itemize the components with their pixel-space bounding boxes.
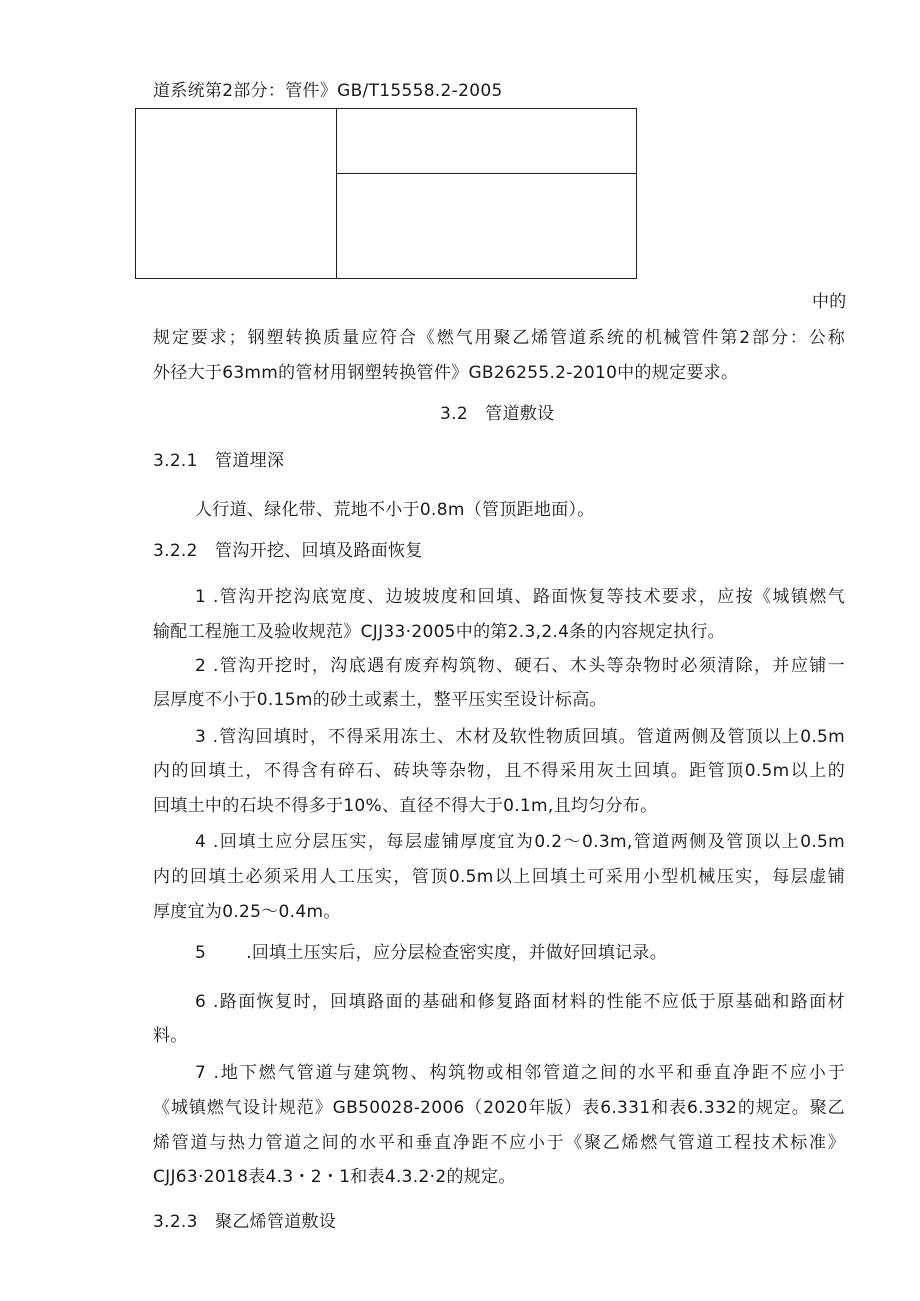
item7-line-2: 《城镇燃气设计规范》GB50028-2006（2020年版）表6.331和表6.332的规定。聚乙 — [153, 1098, 845, 1118]
item5-text: .回填土压实后，应分层检查密实度，并做好回填记录。 — [246, 943, 668, 963]
para-steel-line-1: 规定要求；钢塑转换质量应符合《燃气用聚乙烯管道系统的机械管件第2部分：公称 — [153, 328, 845, 348]
item3-line-1: 3 .管沟回填时，不得采用冻土、木材及软性物质回填。管道两侧及管顶以上0.5m — [195, 727, 845, 747]
section-3-2-2-heading: 3.2.2 管沟开挖、回填及路面恢复 — [153, 541, 423, 561]
after-table-fragment: 中的 — [812, 292, 847, 312]
item1-line-1: 1 .管沟开挖沟底宽度、边坡坡度和回填、路面恢复等技术要求，应按《城镇燃气 — [195, 587, 845, 607]
para-depth: 人行道、绿化带、荒地不小于0.8m（管顶距地面）。 — [195, 500, 595, 520]
item5-number: 5 — [195, 943, 207, 963]
item4-line-2: 内的回填土必须采用人工压实，管顶0.5m以上回填土可采用小型机械压实，每层虚铺 — [153, 867, 845, 887]
item6-line-1: 6 .路面恢复时，回填路面的基础和修复路面材料的性能不应低于原基础和路面材 — [195, 992, 845, 1012]
item7-line-1: 7 .地下燃气管道与建筑物、构筑物或相邻管道之间的水平和垂直净距不应小于 — [195, 1063, 845, 1083]
item2-line-2: 层厚度不小于0.15m的砂土或素土，整平压实至设计标高。 — [153, 690, 607, 710]
item4-line-3: 厚度宜为0.25～0.4m。 — [153, 902, 341, 922]
top-fragment-line: 道系统第2部分：管件》GB/T15558.2-2005 — [153, 81, 503, 101]
item6-line-2: 料。 — [153, 1026, 188, 1046]
section-3-2-1-heading: 3.2.1 管道埋深 — [153, 451, 285, 471]
section-3-2-3-heading: 3.2.3 聚乙烯管道敷设 — [153, 1212, 337, 1232]
item5-line — [195, 942, 667, 964]
para-steel-line-2: 外径大于63mm的管材用钢塑转换管件》GB26255.2-2010中的规定要求。 — [153, 363, 739, 383]
section-3-2-heading: 3.2 管道敷设 — [440, 404, 555, 424]
item3-line-3: 回填土中的石块不得多于10%、直径不得大于0.1m,且均匀分布。 — [153, 796, 658, 816]
item7-line-3: 烯管道与热力管道之间的水平和垂直净距不应小于《聚乙烯燃气管道工程技术标准》 — [153, 1133, 845, 1153]
item7-line-4: CJJ63·2018表4.3・2・1和表4.3.2·2的规定。 — [153, 1167, 516, 1187]
empty-table — [135, 108, 637, 279]
item2-line-1: 2 .管沟开挖时，沟底遇有废弃构筑物、硬石、木头等杂物时必须清除，并应铺一 — [195, 656, 845, 676]
item1-line-2: 输配工程施工及验收规范》CJJ33·2005中的第2.3,2.4条的内容规定执行。 — [153, 622, 725, 642]
table-vertical-divider — [336, 109, 337, 278]
item3-line-2: 内的回填土，不得含有碎石、砖块等杂物，且不得采用灰土回填。距管顶0.5m以上的 — [153, 761, 845, 781]
table-horizontal-divider — [336, 173, 636, 174]
item4-line-1: 4 .回填土应分层压实，每层虚铺厚度宜为0.2～0.3m,管道两侧及管顶以上0.5m — [195, 832, 845, 852]
